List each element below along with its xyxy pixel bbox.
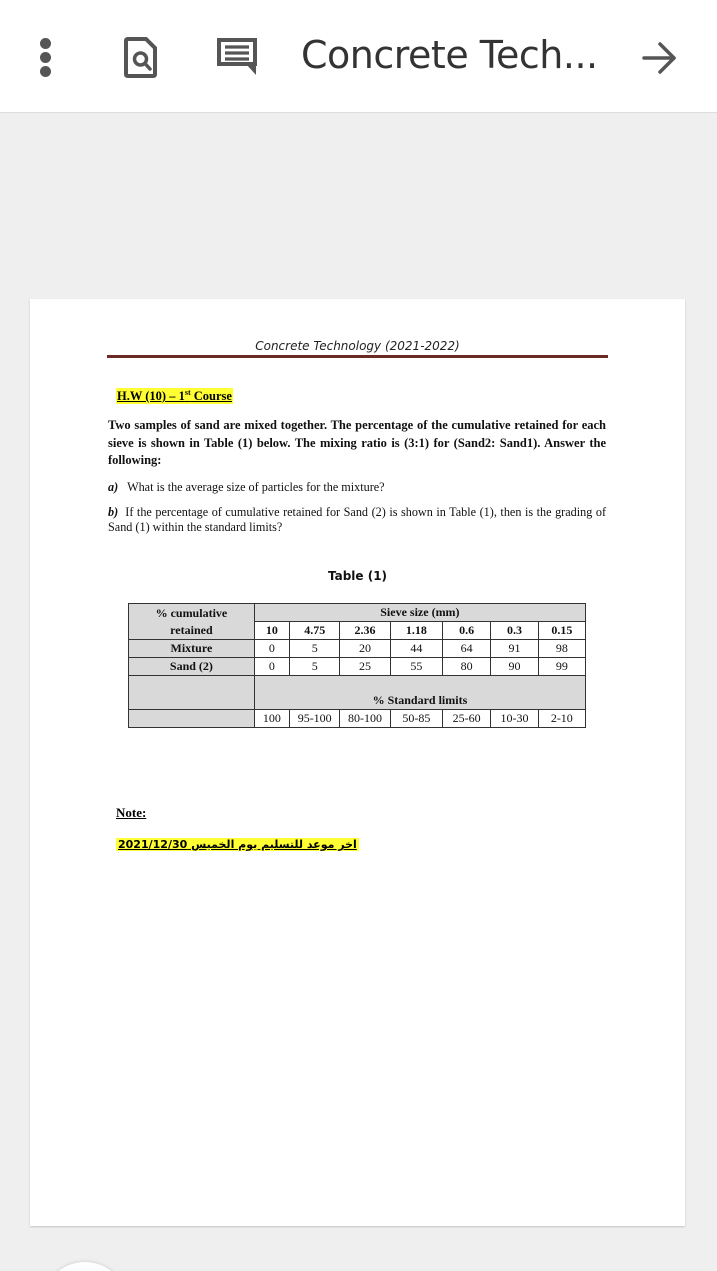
- value-cell: 99: [538, 658, 585, 676]
- value-cell: 44: [390, 640, 442, 658]
- comment-icon[interactable]: [216, 37, 258, 77]
- sieve-cell: 4.75: [290, 622, 340, 640]
- value-cell: 98: [538, 640, 585, 658]
- limits-empty-cell: [129, 710, 255, 728]
- row-header-line1: % cumulative: [155, 605, 228, 620]
- arrow-forward-icon[interactable]: [641, 40, 679, 76]
- homework-title: [116, 388, 233, 404]
- more-vert-icon[interactable]: [36, 38, 54, 78]
- value-cell: 20: [340, 640, 390, 658]
- sieve-cell: 1.18: [390, 622, 442, 640]
- sieve-cell: 2.36: [340, 622, 390, 640]
- limit-cell: 50-85: [390, 710, 442, 728]
- find-in-page-icon[interactable]: [122, 36, 160, 78]
- question-a-text: What is the average size of particles for the mixture?: [127, 480, 385, 494]
- document-page: [30, 299, 685, 1226]
- sieve-cell: 0.6: [443, 622, 491, 640]
- sieve-table: [128, 603, 586, 728]
- intro-paragraph: Two samples of sand are mixed together. The percentage of the cumulative retained for each sieve is shown in Table (1) below. The mixing ratio is (3:1) for (Sand2: Sand1). Answer the following:: [108, 418, 606, 467]
- sieve-cell: 0.3: [491, 622, 538, 640]
- limit-cell: 80-100: [340, 710, 390, 728]
- table-row-mixture: [129, 640, 586, 658]
- homework-title-suffix: Course: [190, 389, 232, 404]
- value-cell: 0: [254, 640, 289, 658]
- question-b-letter: b): [108, 505, 119, 519]
- value-cell: 5: [290, 640, 340, 658]
- row-label: Mixture: [129, 640, 255, 658]
- note-label: Note:: [116, 805, 147, 820]
- value-cell: 55: [390, 658, 442, 676]
- sieve-size-header: Sieve size (mm): [254, 604, 585, 622]
- value-cell: 91: [491, 640, 538, 658]
- limits-label-cell: [129, 676, 255, 710]
- deadline-text: اخر موعد للتسليم يوم الخميس 2021/12/30: [118, 838, 357, 851]
- table-row-sand2: [129, 658, 586, 676]
- question-a-letter: a): [108, 480, 119, 494]
- limit-cell: 25-60: [443, 710, 491, 728]
- value-cell: 90: [491, 658, 538, 676]
- limit-cell: 100: [254, 710, 289, 728]
- row-label: Sand (2): [129, 658, 255, 676]
- limits-header-row: [129, 676, 586, 710]
- limit-cell: 95-100: [290, 710, 340, 728]
- value-cell: 5: [290, 658, 340, 676]
- value-cell: 25: [340, 658, 390, 676]
- header-rule: [107, 355, 608, 358]
- app-bar: [0, 0, 717, 113]
- question-b-text: If the percentage of cumulative retained for Sand (2) is shown in Table (1), then is the grading of Sand (1) within the standard limits?: [108, 505, 607, 534]
- sieve-cell: 10: [254, 622, 289, 640]
- row-header-line2: retained: [170, 622, 213, 637]
- value-cell: 64: [443, 640, 491, 658]
- value-cell: 80: [443, 658, 491, 676]
- table-row-limits: [129, 710, 586, 728]
- limits-header: % Standard limits: [254, 676, 585, 710]
- document-title: Concrete Tech...: [301, 33, 598, 77]
- limit-cell: 2-10: [538, 710, 585, 728]
- floating-action-button[interactable]: [42, 1262, 128, 1271]
- document-header: Concrete Technology (2021-2022): [255, 339, 460, 353]
- question-b: [108, 505, 606, 535]
- question-a: [108, 480, 606, 495]
- value-cell: 0: [254, 658, 289, 676]
- sieve-cell: 0.15: [538, 622, 585, 640]
- row-header-cell: [129, 604, 255, 640]
- limit-cell: 10-30: [491, 710, 538, 728]
- homework-title-superscript: st: [184, 388, 191, 397]
- table-caption: Table (1): [327, 569, 388, 583]
- homework-title-text: H.W (10) – 1: [117, 389, 185, 404]
